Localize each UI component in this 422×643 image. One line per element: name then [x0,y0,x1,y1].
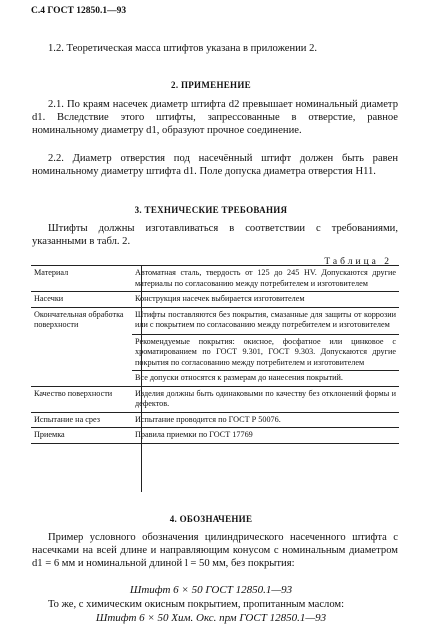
table-cell: Качество поверхности [31,386,132,412]
designation-example-1: Штифт 6 × 50 ГОСТ 12850.1—93 [129,584,293,596]
table-cell: Правила приемки по ГОСТ 17769 [132,428,399,444]
table-cell: Окончательная обработка поверхности [31,307,132,386]
paragraph-2-2: 2.2. Диаметр отверстия под насечённый штифт должен быть равен номинальному диаметру штифта d1. Поле допуска диаметра отверстия H11. [32,153,398,177]
table-cell-part: Все допуски относятся к размерам до нанесения покрытий. [132,370,399,384]
section-3-title: 3. ТЕХНИЧЕСКИЕ ТРЕБОВАНИЯ [134,205,288,215]
requirements-table [31,265,399,444]
table-cell: Изделия должны быть одинаковыми по качеству без отклонений формы и дефектов. [132,386,399,412]
page-header: С.4 ГОСТ 12850.1—93 [31,6,127,16]
table-cell: Испытание на срез [31,412,132,428]
section-4-title: 4. ОБОЗНАЧЕНИЕ [169,514,253,524]
paragraph-5: То же, с химическим окисным покрытием, пропитанным маслом: [48,599,345,610]
table-cell-part: Рекомендуемые покрытия: окисное, фосфатное или цинковое с хроматированием по ГОСТ 9.301, ГОСТ 9.303. Допускаются другие покрытия по согласованию между потребителем и изготовителем [132,334,399,369]
table-cell: Материал [31,266,132,292]
designation-example-2: Штифт 6 × 50 Хим. Окс. прм ГОСТ 12850.1—93 [95,612,327,624]
table-row [31,428,399,444]
table-row [31,292,399,308]
table-row [31,266,399,292]
table-cell: Приемка [31,428,132,444]
paragraph-2-1: 2.1. По краям насечек диаметр штифта d2 превышает номинальный диаметр d1. Вследствие этого штифты, запрессованные в отверстие, равное номинальному диаметру d1, образуют прочное соединение. [32,99,398,136]
table-cell-part: Штифты поставляются без покрытия, смазанные для защиты от коррозии или с покрытием по согласованию между потребителем и изготовителем [135,309,396,329]
table-cell: Насечки [31,292,132,308]
table-cell: Конструкция насечек выбирается изготовителем [132,292,399,308]
table-row [31,307,399,386]
table-row [31,412,399,428]
table-cell: Испытание проводится по ГОСТ Р 50076. [132,412,399,428]
table-caption: Таблица 2 [324,257,392,267]
section-2-title: 2. ПРИМЕНЕНИЕ [171,80,251,90]
paragraph-1-2: 1.2. Теоретическая масса штифтов указана в приложении 2. [48,43,318,54]
paragraph-4: Пример условного обозначения цилиндрического насеченного штифта с насечками на всей длине и направляющим конусом с номинальным диаметром d1 = 6 мм и номинальной длиной l = 50 мм, без покрытия: [32,532,398,569]
table-cell: Автоматная сталь, твердость от 125 до 245 HV. Допускаются другие материалы по согласованию между потребителем и изготовителем [132,266,399,292]
table-cell [132,307,399,386]
paragraph-3: Штифты должны изготавливаться в соответствии с требованиями, указанными в табл. 2. [32,223,398,247]
table-row [31,386,399,412]
